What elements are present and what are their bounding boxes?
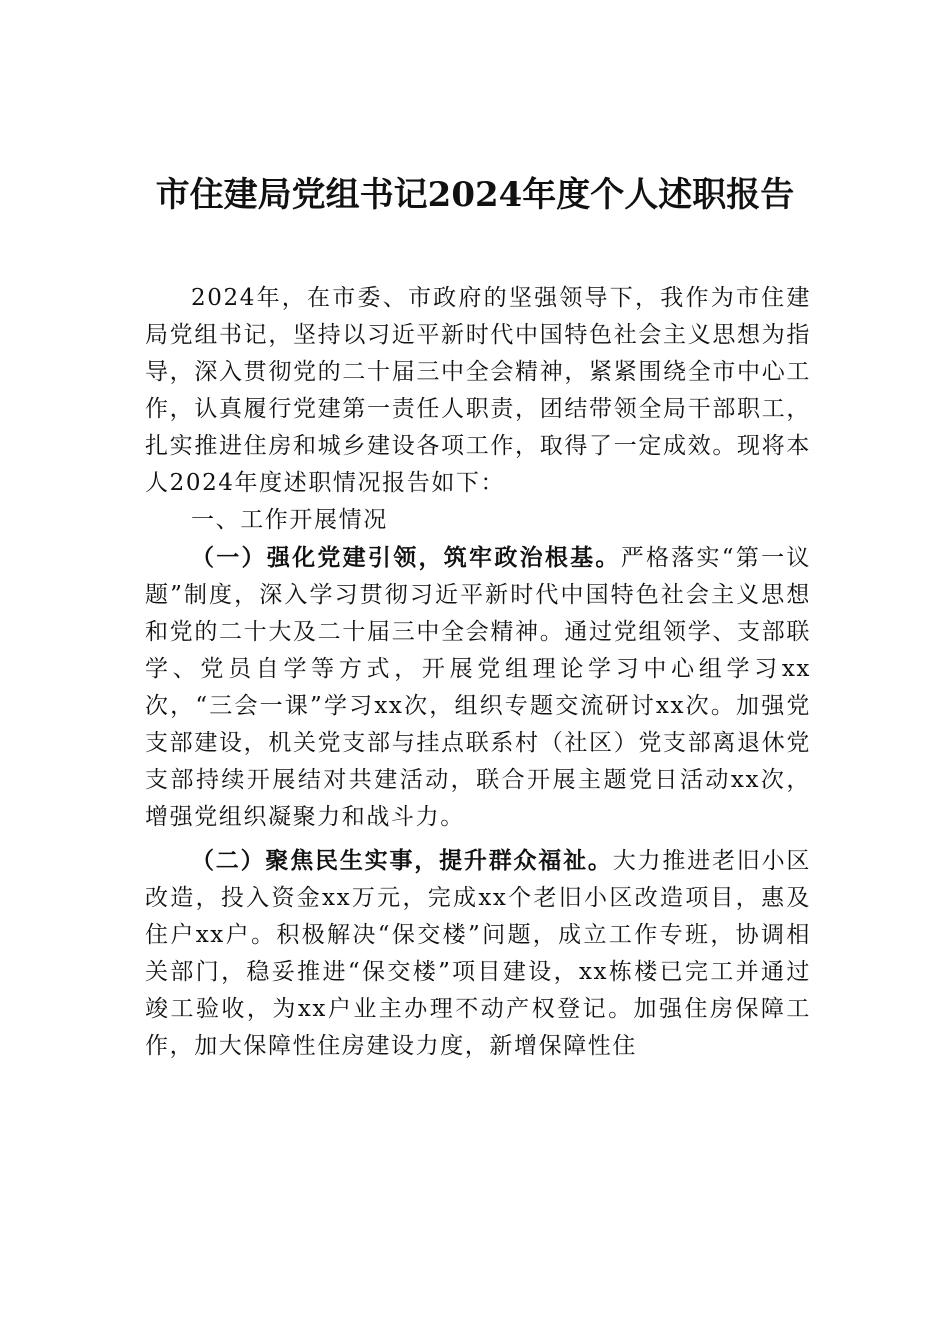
subsection-text: 大力推进老旧小区改造，投入资金xx万元，完成xx个老旧小区改造项目，惠及住户xx户。积极解决“保交楼”问题，成立工作专班，协调相关部门，稳妥推进“保交楼”项目建设，xx栋楼已完工并通过竣工验收，为xx户业主办理不动产权登记。加强住房保障工作，加大保障性住房建设力度，新增保障性住 [145,848,811,1059]
subsection-text: 严格落实“第一议题”制度，深入学习贯彻习近平新时代中国特色社会主义思想和党的二十大及二十届三中全会精神。通过党组领学、支部联学、党员自学等方式，开展党组理论学习中心组学习xx次，“三会一课”学习xx次，组织专题交流研讨xx次。加强党支部建设，机关党支部与挂点联系村（社区）党支部离退休党支部持续开展结对共建活动，联合开展主题党日活动xx次，增强党组织凝聚力和战斗力。 [145,545,811,830]
document-body [145,280,811,1065]
document-title: 市住建局党组书记2024年度个人述职报告 [155,175,795,215]
subsection-lead: （二）聚焦民生实事，提升群众福祉。 [191,847,613,874]
intro-paragraph: 2024年，在市委、市政府的坚强领导下，我作为市住建局党组书记，坚持以习近平新时代中国特色社会主义思想为指导，深入贯彻党的二十届三中全会精神，紧紧围绕全市中心工作，认真履行党建第一责任人职责，团结带领全局干部职工，扎实推进住房和城乡建设各项工作，取得了一定成效。现将本人2024年度述职情况报告如下： [145,285,811,496]
section-paragraph [145,842,811,1065]
section-heading: 一、工作开展情况 [191,507,388,533]
subsection-lead: （一）强化党建引领，筑牢政治根基。 [191,544,621,571]
section-paragraph [145,539,811,836]
